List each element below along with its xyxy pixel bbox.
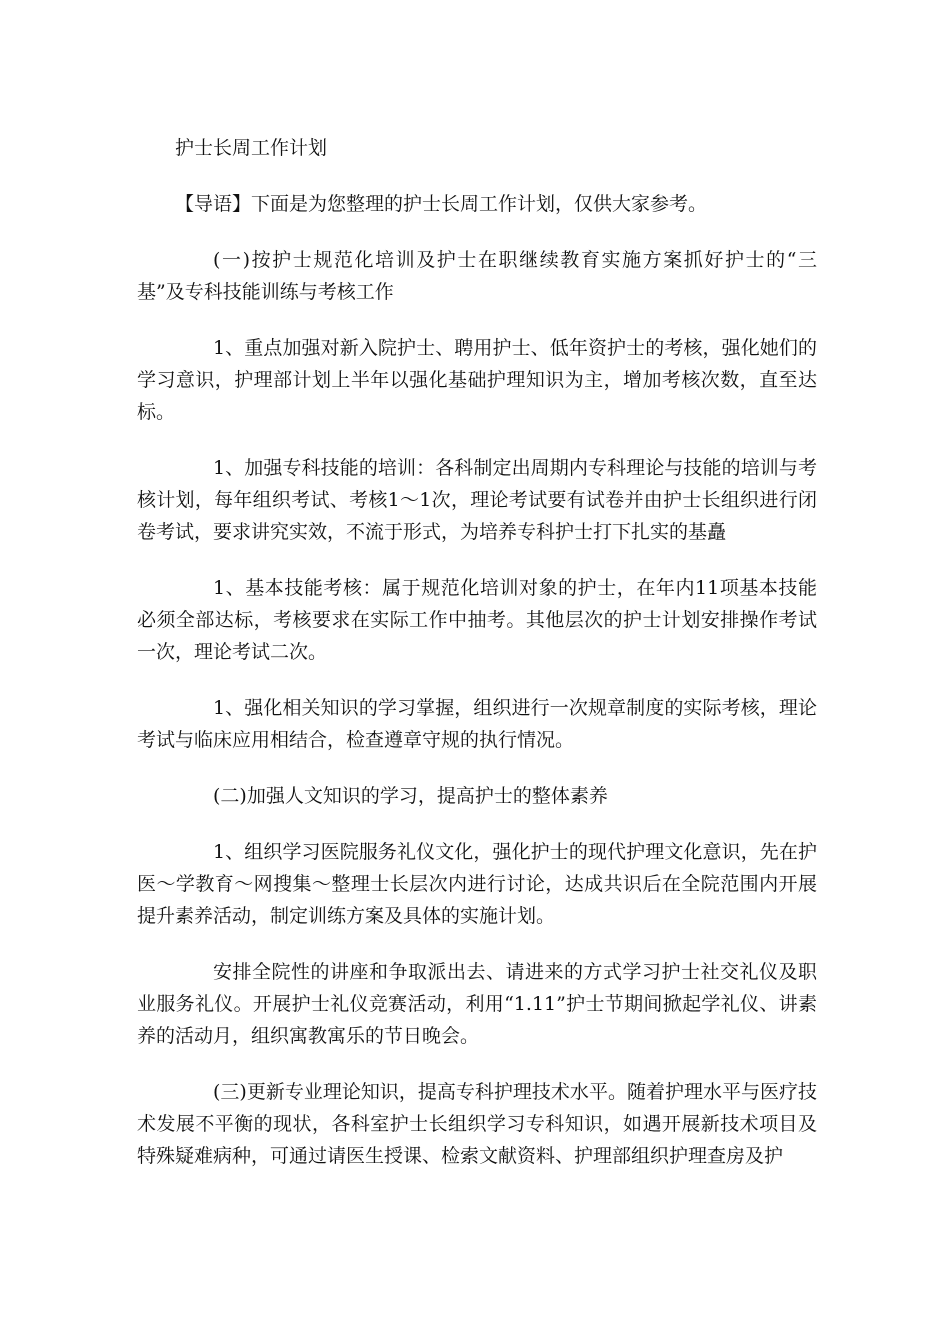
paragraph: 安排全院性的讲座和争取派出去、请进来的方式学习护士社交礼仪及职业服务礼仪。开展护士礼仪竞赛活动，利用“1.11”护士节期间掀起学礼仪、讲素养的活动月，组织寓教寓乐的节日晚会。 [137, 961, 817, 1047]
paragraph: 1、组织学习医院服务礼仪文化，强化护士的现代护理文化意识，先在护医～学教育～网搜集～整理士长层次内进行讨论，达成共识后在全院范围内开展提升素养活动，制定训练方案及具体的实施计划。 [137, 841, 817, 927]
section-heading-3: (三)更新专业理论知识，提高专科护理技术水平。随着护理水平与医疗技术发展不平衡的现状，各科室护士长组织学习专科知识，如遇开展新技术项目及特殊疑难病种，可通过请医生授课、检索文献资料、护理部组织护理查房及护 [137, 1081, 817, 1167]
section-heading-1: (一)按护士规范化培训及护士在职继续教育实施方案抓好护士的“三基”及专科技能训练与考核工作 [137, 249, 817, 303]
section-heading-2: (二)加强人文知识的学习，提高护士的整体素养 [213, 785, 608, 807]
document-title: 护士长周工作计划 [175, 137, 328, 159]
paragraph: 1、加强专科技能的培训：各科制定出周期内专科理论与技能的培训与考核计划，每年组织考试、考核1～1次，理论考试要有试卷并由护士长组织进行闭卷考试，要求讲究实效，不流于形式，为培养专科护士打下扎实的基矗 [137, 457, 817, 543]
document-body [137, 132, 817, 1196]
paragraph: 1、强化相关知识的学习掌握，组织进行一次规章制度的实际考核，理论考试与临床应用相结合，检查遵章守规的执行情况。 [137, 697, 817, 751]
paragraph: 1、基本技能考核：属于规范化培训对象的护士，在年内11项基本技能必须全部达标，考核要求在实际工作中抽考。其他层次的护士计划安排操作考试一次，理论考试二次。 [137, 577, 817, 663]
paragraph: 1、重点加强对新入院护士、聘用护士、低年资护士的考核，强化她们的学习意识，护理部计划上半年以强化基础护理知识为主，增加考核次数，直至达标。 [137, 337, 817, 423]
document-intro: 【导语】下面是为您整理的护士长周工作计划，仅供大家参考。 [175, 193, 708, 215]
